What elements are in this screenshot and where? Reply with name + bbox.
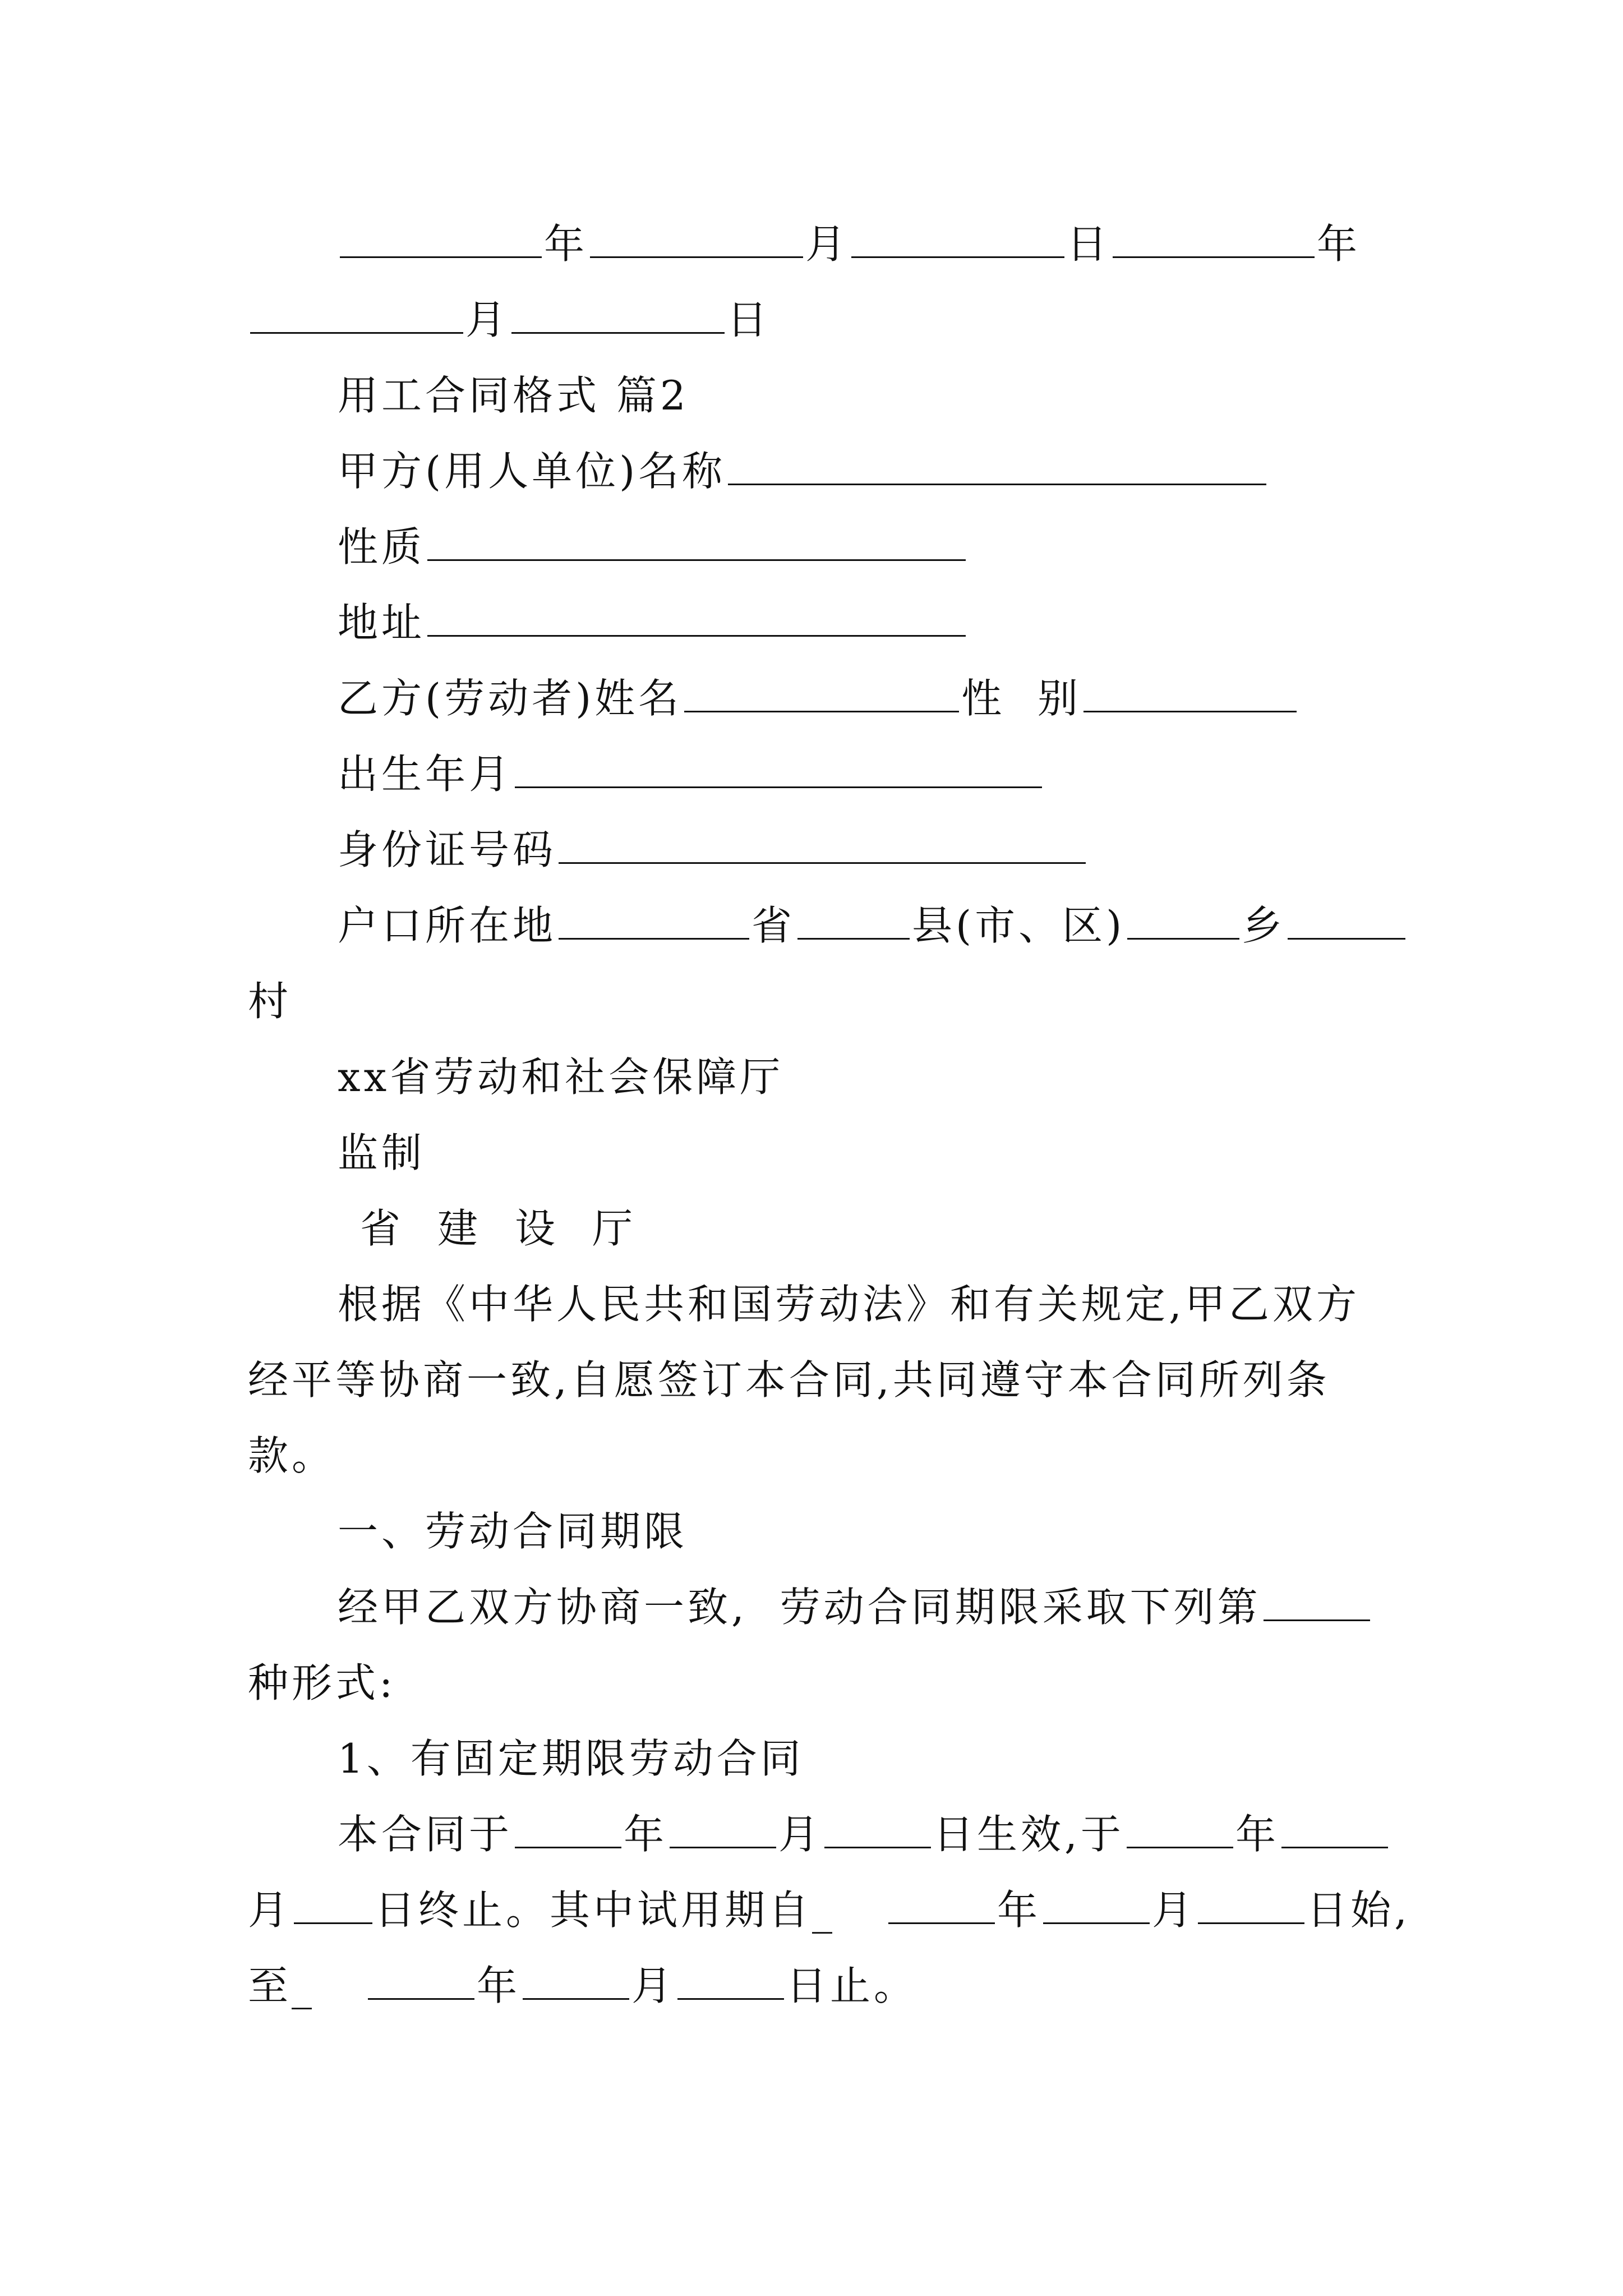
- dept-char: 省: [360, 1205, 404, 1252]
- eff-year-blank[interactable]: [515, 1813, 621, 1848]
- end-month-label: 月: [248, 1887, 292, 1934]
- day2-label: 日: [727, 296, 771, 343]
- province-blank[interactable]: [559, 904, 749, 940]
- month-label: 月: [805, 220, 850, 268]
- party-b-blank[interactable]: [684, 677, 959, 712]
- address-row: [248, 592, 1386, 654]
- party-a-label: 甲方(用人单位)名称: [338, 448, 726, 495]
- trial-day-blank[interactable]: [1198, 1889, 1304, 1924]
- county-label: 县(市、区): [912, 902, 1126, 949]
- id-label: 身份证号码: [338, 826, 557, 873]
- town-blank[interactable]: [1127, 904, 1239, 940]
- intro-line-1: 根据《中华人民共和国劳动法》和有关规定,甲乙双方: [338, 1281, 1360, 1328]
- month2-label: 月: [465, 296, 510, 343]
- trial-year-label: 年: [997, 1887, 1041, 1934]
- gender-label: 性 别: [961, 675, 1081, 722]
- item-1: 1、有固定期限劳动合同: [338, 1735, 804, 1782]
- term-text: 经甲乙双方协商一致, 劳动合同期限采取下列第: [338, 1584, 1261, 1631]
- to-month-label: 月: [631, 1962, 676, 2009]
- to-month-blank[interactable]: [523, 1964, 629, 2000]
- county-blank[interactable]: [797, 904, 910, 940]
- household-label: 户口所在地: [338, 902, 557, 949]
- trial-start-label: 日始,: [1307, 1887, 1410, 1934]
- effective-line-2: [248, 1879, 1410, 1941]
- year2-blank[interactable]: [1113, 223, 1315, 258]
- section-1-title: 一、劳动合同期限: [338, 1508, 688, 1555]
- dept-char: 厅: [592, 1205, 637, 1252]
- party-a-row: [248, 440, 1386, 502]
- dept-row: [248, 1198, 1386, 1259]
- trial-year-blank[interactable]: [888, 1889, 995, 1924]
- id-row: [248, 819, 1386, 881]
- dept-char: 设: [515, 1205, 559, 1252]
- eff-year-label: 年: [624, 1811, 668, 1858]
- party-b-row: [248, 668, 1386, 729]
- province-label: 省: [751, 902, 796, 949]
- effective-line-3: [248, 1955, 1386, 2017]
- eff-month-label: 月: [778, 1811, 823, 1858]
- effective-prefix: 本合同于: [338, 1811, 513, 1858]
- effective-line-1: [248, 1803, 1386, 1865]
- end-text: 日终止。其中试用期自_: [375, 1887, 836, 1934]
- to-day-label: 日止。: [786, 1962, 918, 2009]
- end-year-blank[interactable]: [1127, 1813, 1233, 1848]
- heading: 用工合同格式 篇2: [338, 372, 689, 419]
- village-blank[interactable]: [1288, 904, 1405, 940]
- month-blank[interactable]: [590, 223, 803, 258]
- term-line-1: [248, 1576, 1386, 1638]
- intro-line-2: 经平等协商一致,自愿签订本合同,共同遵守本合同所列条: [248, 1356, 1330, 1404]
- to-year-blank[interactable]: [368, 1964, 474, 2000]
- month2-blank[interactable]: [250, 298, 463, 334]
- issuer: xx省劳动和社会保障厅: [338, 1053, 784, 1101]
- town-label: 乡: [1242, 902, 1286, 949]
- address-label: 地址: [338, 599, 426, 646]
- nature-row: [248, 516, 1386, 578]
- birth-label: 出生年月: [338, 751, 513, 798]
- date-row-2: [248, 289, 1386, 351]
- term-line-2: 种形式:: [248, 1659, 396, 1706]
- dept-char: 建: [437, 1205, 482, 1252]
- end-day-blank[interactable]: [294, 1889, 372, 1924]
- birth-row: [248, 743, 1386, 805]
- eff-day-blank[interactable]: [824, 1813, 931, 1848]
- year-blank[interactable]: [340, 223, 542, 258]
- end-year-label: 年: [1235, 1811, 1279, 1858]
- intro-line-3: 款。: [248, 1432, 336, 1479]
- term-choice-blank[interactable]: [1264, 1586, 1370, 1621]
- end-month-blank[interactable]: [1281, 1813, 1388, 1848]
- id-blank[interactable]: [559, 829, 1086, 864]
- date-row-1: [248, 213, 1386, 275]
- nature-label: 性质: [338, 523, 426, 570]
- address-blank[interactable]: [427, 601, 966, 637]
- trial-month-label: 月: [1152, 1887, 1196, 1934]
- to-year-label: 年: [477, 1962, 521, 2009]
- eff-day-label: 日生效,于: [933, 1811, 1124, 1858]
- to-label: 至_: [248, 1962, 316, 2009]
- trial-month-blank[interactable]: [1043, 1889, 1150, 1924]
- party-a-blank[interactable]: [728, 450, 1266, 485]
- household-row: [248, 895, 1386, 956]
- day2-blank[interactable]: [511, 298, 725, 334]
- year2-label: 年: [1317, 220, 1361, 268]
- birth-blank[interactable]: [515, 753, 1042, 788]
- year-label: 年: [544, 220, 588, 268]
- party-b-label: 乙方(劳动者)姓名: [338, 675, 683, 722]
- gender-blank[interactable]: [1083, 677, 1297, 712]
- day-label: 日: [1067, 220, 1111, 268]
- to-day-blank[interactable]: [677, 1964, 784, 2000]
- eff-month-blank[interactable]: [670, 1813, 776, 1848]
- day-blank[interactable]: [851, 223, 1064, 258]
- village-row: 村: [248, 978, 292, 1025]
- nature-blank[interactable]: [427, 526, 966, 561]
- supervise: 监制: [338, 1129, 426, 1176]
